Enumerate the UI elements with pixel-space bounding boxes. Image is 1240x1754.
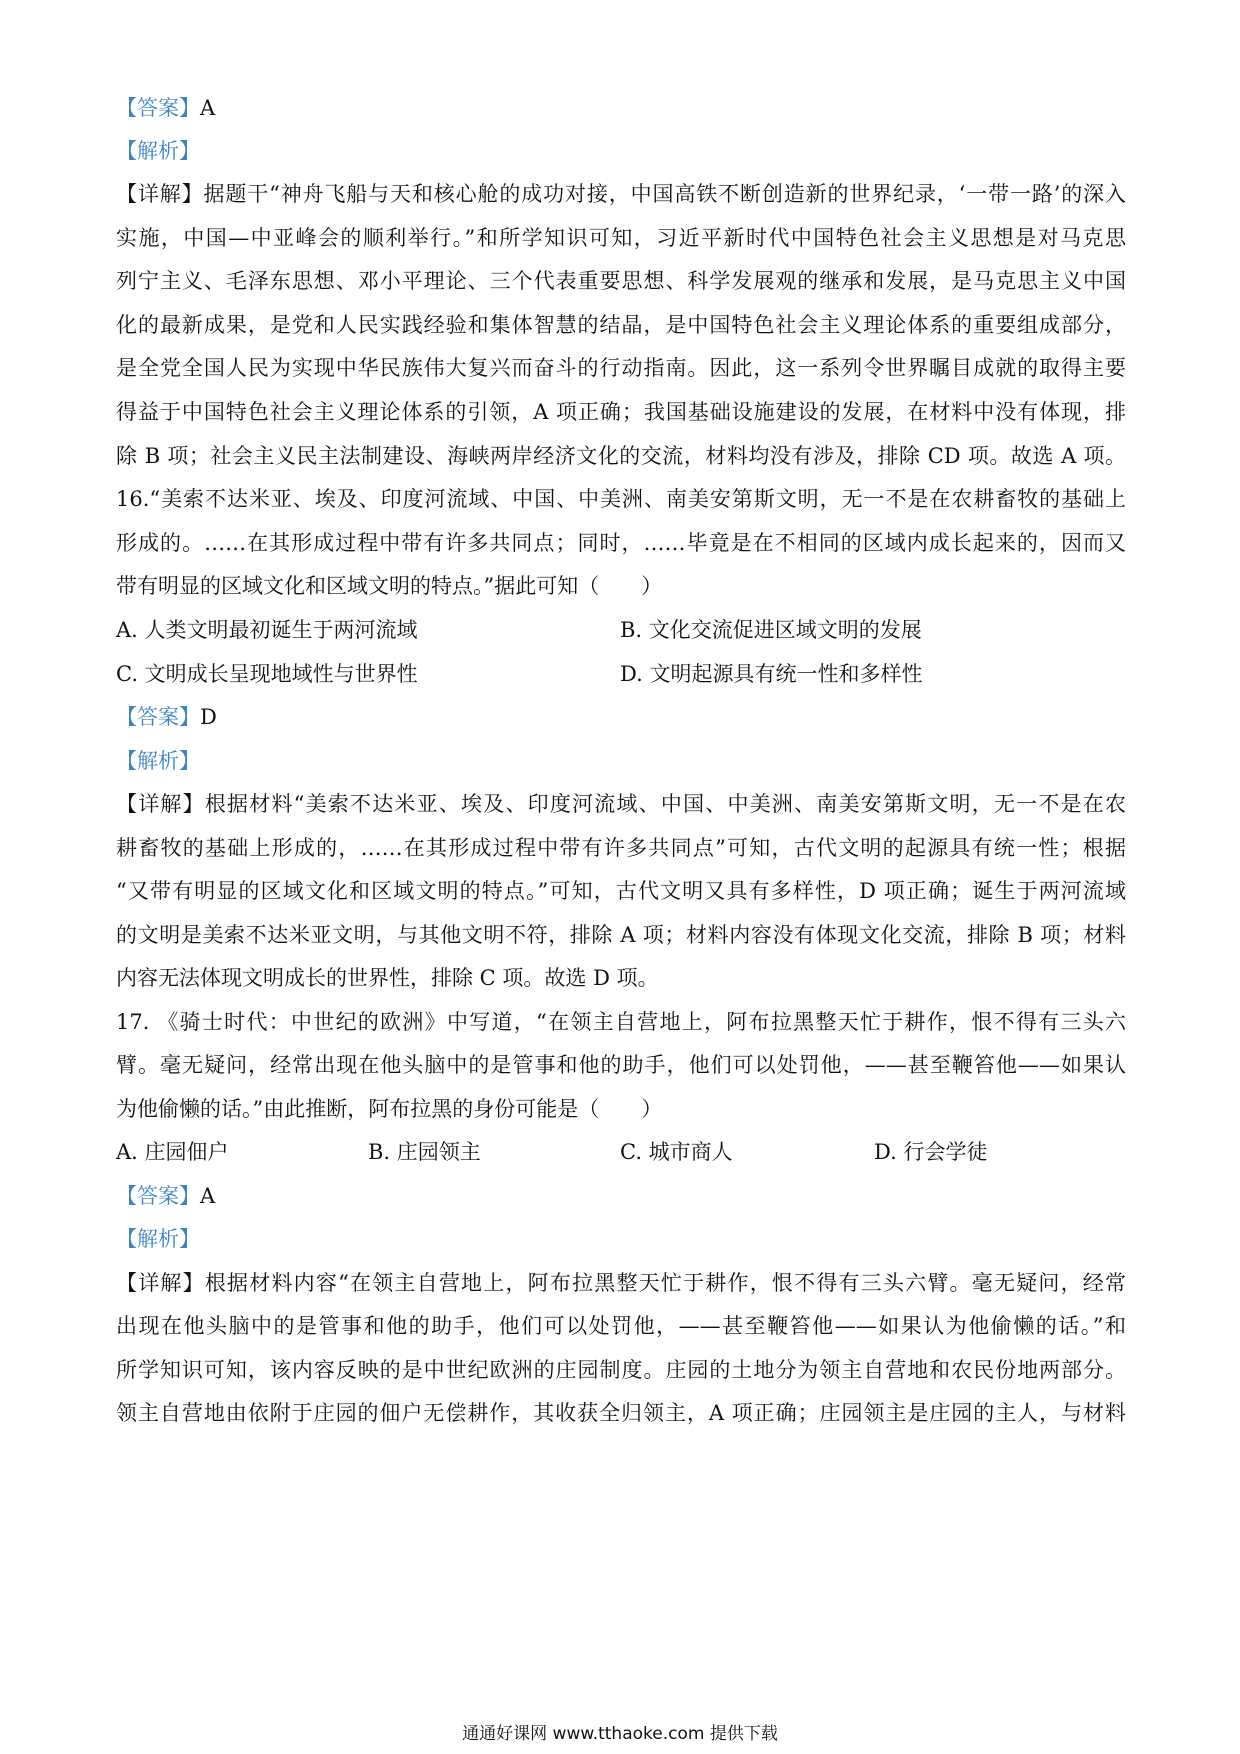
q16-option-b: B. 文化交流促进区域文明的发展 bbox=[620, 618, 922, 642]
q15-detail-line-4: 化的最新成果，是党和人民实践经验和集体智慧的结晶，是中国特色社会主义理论体系的重要组成部分， bbox=[116, 313, 1126, 337]
q17-detail-line-2: 出现在他头脑中的是管事和他的助手，他们可以处罚他，——甚至鞭笞他——如果认为他偷懒的话。”和 bbox=[116, 1314, 1126, 1338]
answer-value: A bbox=[200, 1184, 216, 1208]
detail-text: 根据材料内容“在领主自营地上，阿布拉黑整天忙于耕作，恨不得有三头六臂。毫无疑问，经常 bbox=[204, 1271, 1127, 1295]
answer-value: A bbox=[200, 96, 216, 120]
q17-stem-line-1: 17. 《骑士时代：中世纪的欧洲》中写道，“在领主自营地上，阿布拉黑整天忙于耕作，恨不得有三头六 bbox=[116, 1010, 1126, 1034]
analysis-tag: 【解析】 bbox=[116, 1227, 200, 1251]
q17-option-b: B. 庄园领主 bbox=[368, 1140, 481, 1164]
q17-option-d: D. 行会学徒 bbox=[874, 1140, 988, 1164]
q17-answer-line bbox=[116, 1181, 1126, 1211]
answer-tag: 【答案】 bbox=[116, 705, 200, 729]
q16-detail-line-1 bbox=[116, 789, 1126, 819]
q16-detail-line-4: 的文明是美索不达米亚文明，与其他文明不符，排除 A 项；材料内容没有体现文化交流，排除 B 项；材料 bbox=[116, 923, 1126, 947]
answer-tag: 【答案】 bbox=[116, 96, 200, 120]
q15-detail-line-5: 是全党全国人民为实现中华民族伟大复兴而奋斗的行动指南。因此，这一系列令世界瞩目成就的取得主要 bbox=[116, 356, 1126, 380]
q17-detail-line-3: 所学知识可知，该内容反映的是中世纪欧洲的庄园制度。庄园的土地分为领主自营地和农民份地两部分。 bbox=[116, 1358, 1126, 1382]
detail-tag: 【详解】 bbox=[116, 792, 205, 816]
q17-detail-line-4: 领主自营地由依附于庄园的佃户无偿耕作，其收获全归领主，A 项正确；庄园领主是庄园的主人，与材料 bbox=[116, 1401, 1126, 1425]
analysis-tag: 【解析】 bbox=[116, 139, 200, 163]
q15-detail-line-6: 得益于中国特色社会主义理论体系的引领，A 项正确；我国基础设施建设的发展，在材料中没有体现，排 bbox=[116, 400, 1126, 424]
q17-detail-line-1 bbox=[116, 1268, 1126, 1298]
q16-analysis-line bbox=[116, 746, 1126, 776]
analysis-tag: 【解析】 bbox=[116, 749, 200, 773]
q15-detail-line-7: 除 B 项；社会主义民主法制建设、海峡两岸经济文化的交流，材料均没有涉及，排除 CD 项。故选 A 项。 bbox=[116, 444, 1126, 468]
answer-tag: 【答案】 bbox=[116, 1184, 200, 1208]
q17-option-c: C. 城市商人 bbox=[620, 1140, 733, 1164]
detail-tag: 【详解】 bbox=[116, 1271, 205, 1295]
q15-analysis-line bbox=[116, 136, 1126, 166]
answer-value: D bbox=[200, 705, 217, 729]
detail-text: 据题干“神舟飞船与天和核心舱的成功对接，中国高铁不断创造新的世界纪录，‘一带一路’的深入 bbox=[203, 182, 1126, 206]
q16-answer-line bbox=[116, 702, 1126, 732]
q16-stem-line-1: 16.“美索不达米亚、埃及、印度河流域、中国、中美洲、南美安第斯文明，无一不是在农耕畜牧的基础上 bbox=[116, 487, 1126, 511]
q15-answer-line bbox=[116, 93, 1126, 123]
q16-option-d: D. 文明起源具有统一性和多样性 bbox=[620, 662, 923, 686]
q16-detail-line-2: 耕畜牧的基础上形成的，……在其形成过程中带有许多共同点”可知，古代文明的起源具有统一性；根据 bbox=[116, 836, 1126, 860]
q17-stem-line-3: 为他偷懒的话。”由此推断，阿布拉黑的身份可能是（ ） bbox=[116, 1097, 663, 1121]
q17-option-a: A. 庄园佃户 bbox=[116, 1140, 229, 1164]
q15-detail-line-1 bbox=[116, 179, 1126, 209]
detail-text: 根据材料“美索不达米亚、埃及、印度河流域、中国、中美洲、南美安第斯文明，无一不是在农 bbox=[204, 792, 1127, 816]
page-footer: 通通好课网 www.tthaoke.com 提供下载 bbox=[462, 1724, 778, 1744]
detail-tag: 【详解】 bbox=[116, 182, 204, 206]
q16-option-c: C. 文明成长呈现地域性与世界性 bbox=[116, 662, 418, 686]
q15-detail-line-2: 实施，中国—中亚峰会的顺利举行。”和所学知识可知，习近平新时代中国特色社会主义思想是对马克思 bbox=[116, 226, 1126, 250]
q15-detail-line-3: 列宁主义、毛泽东思想、邓小平理论、三个代表重要思想、科学发展观的继承和发展，是马克思主义中国 bbox=[116, 269, 1126, 293]
q16-detail-line-3: “又带有明显的区域文化和区域文明的特点。”可知，古代文明又具有多样性，D 项正确；诞生于两河流域 bbox=[116, 879, 1126, 903]
q16-detail-line-5: 内容无法体现文明成长的世界性，排除 C 项。故选 D 项。 bbox=[116, 966, 659, 990]
q17-analysis-line bbox=[116, 1224, 1126, 1254]
q17-stem-line-2: 臂。毫无疑问，经常出现在他头脑中的是管事和他的助手，他们可以处罚他，——甚至鞭笞他——如果认 bbox=[116, 1053, 1126, 1077]
q16-stem-line-2: 形成的。……在其形成过程中带有许多共同点；同时，……毕竟是在不相同的区域内成长起来的，因而又 bbox=[116, 531, 1126, 555]
q16-option-a: A. 人类文明最初诞生于两河流域 bbox=[116, 618, 418, 642]
q16-stem-line-3: 带有明显的区域文化和区域文明的特点。”据此可知（ ） bbox=[116, 574, 663, 598]
